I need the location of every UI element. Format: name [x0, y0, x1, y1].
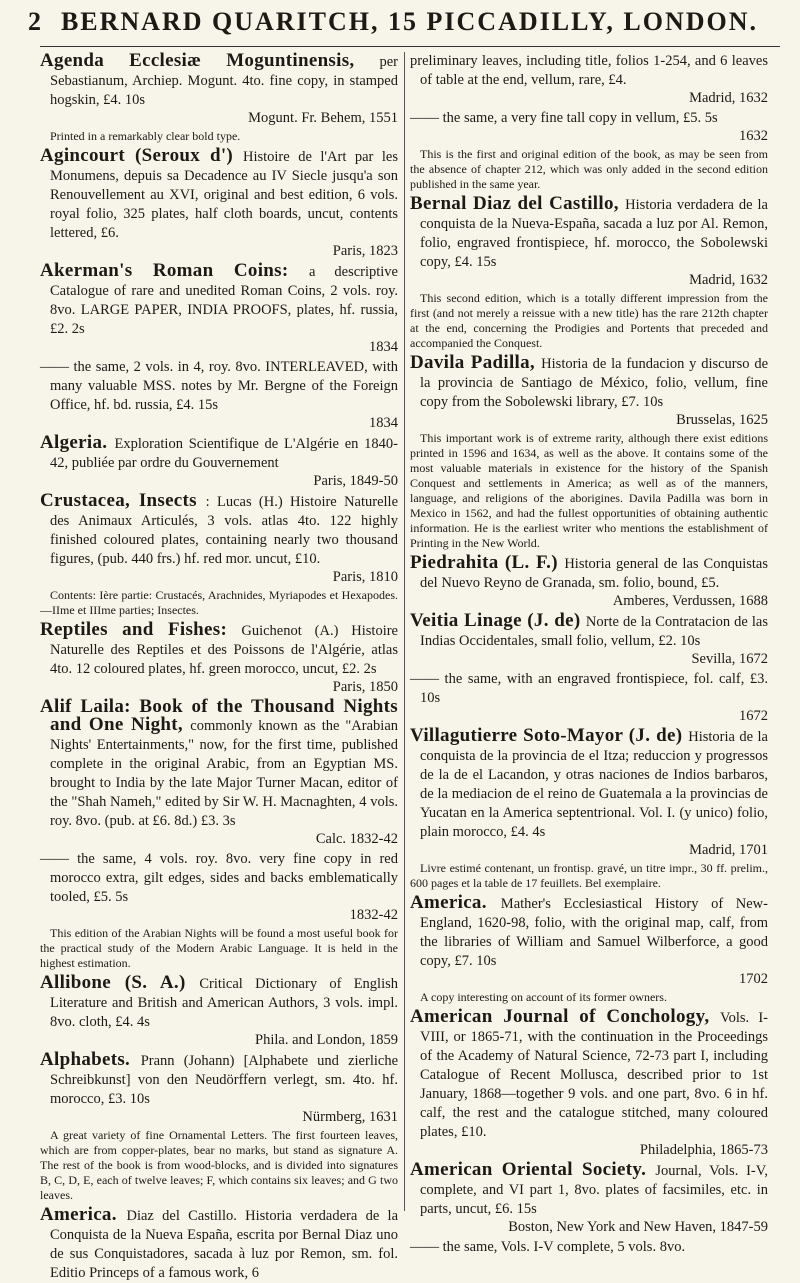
entry-text: per Sebastianum, Archiep. Mogunt. 4to. fine copy, in stamped hogskin, £4. 10s	[50, 54, 398, 108]
catalogue-entry	[410, 670, 768, 725]
catalogue-entry	[40, 492, 398, 586]
entry-text: preliminary leaves, including title, folios 1-254, and 6 leaves of table at the end, vellum, rare, £4.	[410, 53, 768, 88]
catalogue-entry	[410, 1008, 768, 1159]
catalogue-note	[410, 431, 768, 551]
catalogue-note	[410, 861, 768, 891]
catalogue-note	[40, 129, 398, 144]
entry-imprint: Paris, 1810	[332, 569, 398, 585]
entry-heading: Davila Padilla,	[410, 352, 542, 373]
left-column	[40, 50, 399, 1281]
entry-heading: Veitia Linage (J. de)	[410, 610, 586, 631]
page-number: 2	[28, 7, 43, 36]
entry-text: —— the same, with an engraved frontispiece, fol. calf, £3. 10s	[410, 671, 768, 706]
header-rule	[40, 46, 780, 47]
entry-text: —— the same, 2 vols. in 4, roy. 8vo. INTERLEAVED, with many valuable MSS. notes by Mr. Bergne of the Foreign Office, hf. bd. russia, £4. 15s	[40, 359, 398, 413]
catalogue-entry	[410, 612, 768, 668]
entry-text: Critical Dictionary of English Literature and British and American Authors, 3 vols. impl. 8vo. cloth, £4. 4s	[50, 976, 398, 1030]
entry-imprint: Amberes, Verdussen, 1688	[612, 593, 768, 609]
catalogue-note	[40, 926, 398, 971]
entry-imprint: Brusselas, 1625	[676, 412, 768, 428]
entry-heading: Alphabets.	[40, 1049, 141, 1070]
right-column	[410, 52, 769, 1255]
entry-imprint: Paris, 1850	[332, 679, 398, 695]
entry-heading: Bernal Diaz del Castillo,	[410, 193, 626, 214]
catalogue-entry	[410, 354, 768, 429]
entry-imprint: 1834	[369, 415, 398, 431]
entry-heading: America.	[40, 1204, 127, 1225]
catalogue-entry	[410, 1161, 768, 1236]
catalogue-entry	[40, 434, 398, 490]
catalogue-entry	[40, 358, 398, 432]
entry-heading: Agincourt (Seroux d')	[40, 145, 243, 166]
entry-imprint: Madrid, 1632	[689, 90, 768, 106]
catalogue-entry	[40, 698, 398, 848]
entry-imprint: 1632	[739, 128, 768, 144]
catalogue-entry	[40, 1206, 398, 1283]
catalogue-entry	[40, 850, 398, 924]
catalogue-entry	[410, 554, 768, 610]
catalogue-entry	[410, 109, 768, 145]
entry-imprint: Boston, New York and New Haven, 1847-59	[508, 1219, 768, 1235]
catalogue-entry	[410, 894, 768, 988]
entry-imprint: 1672	[739, 708, 768, 724]
entry-imprint: Madrid, 1632	[689, 272, 768, 288]
entry-text: Historia de la fundacion y discurso de la provincia de Santiago de México, folio, vellum, fine copy from the Sobolewski library, £7. 10s	[420, 356, 769, 410]
entry-text: A great variety of fine Ornamental Letters. The first fourteen leaves, which are from copper-plates, bear no marks, but stand as signature A. The rest of the book is from wood-blocks, and is divided into signatures B, C, D, E, each of twelve leaves; F, which contains six leaves; and G two leaves.	[40, 1128, 398, 1202]
catalogue-entry	[40, 52, 398, 127]
entry-text: Norte de la Contratacion de las Indias Occidentales, small folio, vellum, £2. 10s	[420, 614, 768, 649]
entry-text: Vols. I-VIII, or 1865-71, with the continuation in the Proceedings of the Academy of Natural Science, 72-73 part I, including Catalogue of Recent Mollusca, described prior to 1st January, 1868—together 9 vols. and one part, 8vo. 6 in hf. calf, the rest and the catalogue stitched, many coloured plates, £10.	[420, 1010, 768, 1140]
entry-text: —— the same, 4 vols. roy. 8vo. very fine copy in red morocco extra, gilt edges, sides and backs emblematically tooled, £5. 5s	[40, 851, 398, 905]
entry-text: —— the same, Vols. I-V complete, 5 vols. 8vo.	[410, 1239, 686, 1255]
entry-text: Guichenot (A.) Histoire Naturelle des Reptiles et des Poissons de l'Algérie, atlas 4to. 12 coloured plates, hf. green morocco, uncut, £2. 2s	[50, 623, 398, 677]
catalogue-note	[40, 1128, 398, 1203]
entry-heading: Piedrahita (L. F.)	[410, 552, 565, 573]
catalogue-entry	[410, 1238, 768, 1257]
entry-imprint: Paris, 1849-50	[313, 473, 398, 489]
entry-text: Printed in a remarkably clear bold type.	[50, 129, 241, 143]
entry-text: Exploration Scientifique de L'Algérie en 1840-42, publiée par ordre du Gouvernement	[50, 436, 398, 471]
entry-imprint: Calc. 1832-42	[315, 831, 398, 847]
entry-text: This edition of the Arabian Nights will be found a most useful book for the practical study of the Modern Arabic Language. It is held in the highest estimation.	[40, 926, 398, 970]
entry-text: : Lucas (H.) Histoire Naturelle des Animaux Articulés, 3 vols. atlas 4to. 122 highly finished coloured plates, containing nearly two thousand figures, (pub. 440 frs.) hf. red mor. uncut, £10.	[50, 494, 399, 567]
entry-heading: Crustacea, Insects	[40, 490, 206, 511]
entry-text: Historia verdadera de la conquista de la Nueva-España, sacada a luz por Al. Remon, folio, engraved frontispiece, hf. morocco, the Sobolewski copy, £4. 15s	[420, 197, 768, 270]
catalogue-entry	[40, 621, 398, 696]
entry-heading: Agenda Ecclesiæ Moguntinensis,	[40, 50, 380, 71]
page-title: BERNARD QUARITCH, 15 PICCADILLY, LONDON.	[60, 7, 759, 36]
entry-heading: Allibone (S. A.)	[40, 972, 200, 993]
entry-text: Historia general de las Conquistas del Nuevo Reyno de Granada, sm. folio, bound, £5.	[420, 556, 768, 591]
catalogue-entry	[410, 195, 768, 289]
entry-heading: Reptiles and Fishes:	[40, 619, 242, 640]
entry-text: a descriptive Catalogue of rare and unedited Roman Coins, 2 vols. roy. 8vo. LARGE PAPER, INDIA PROOFS, plates, hf. russia, £2. 2s	[50, 264, 398, 337]
catalogue-entry	[40, 147, 398, 260]
entry-heading: American Journal of Conchology,	[410, 1006, 720, 1027]
entry-heading: Algeria.	[40, 432, 115, 453]
entry-heading: America.	[410, 892, 501, 913]
catalogue-entry	[40, 262, 398, 356]
entry-heading: American Oriental Society.	[410, 1159, 656, 1180]
page-header	[0, 0, 800, 44]
column-divider	[404, 52, 405, 1211]
entry-text: Diaz del Castillo. Historia verdadera de la Conquista de la Nueva España, escrita por Bernal Diaz uno de sus Conquistadores, sacada à luz por Remon, sm. fol. Editio Princeps of a famous work, 6	[50, 1208, 398, 1281]
catalogue-note	[410, 147, 768, 192]
catalogue-entry	[410, 52, 768, 107]
entry-text: commonly known as the "Arabian Nights' Entertainments," now, for the first time, published complete in the original Arabic, from an Egyptian MS. brought to India by the late Major Turner Macan, editor of the "Shah Nameh," edited by Sir W. H. Macnaghten, 4 vols. roy. 8vo. (pub. at £6. 8d.) £3. 3s	[50, 718, 399, 829]
entry-heading: Villagutierre Soto-Mayor (J. de)	[410, 725, 689, 746]
entry-imprint: Mogunt. Fr. Behem, 1551	[248, 110, 398, 126]
catalogue-entry	[410, 727, 768, 859]
entry-imprint: Phila. and London, 1859	[255, 1032, 398, 1048]
entry-text: Livre estimé contenant, un frontisp. gravé, un titre impr., 30 ff. prelim., 600 pages et la table de 17 feuillets. Bel exemplaire.	[410, 861, 768, 890]
entry-text: Contents: Ière partie: Crustacés, Arachnides, Myriapodes et Hexapodes.—IIme et IIIme parties; Insectes.	[40, 588, 398, 617]
catalogue-note	[410, 291, 768, 351]
entry-text: Historia de la conquista de la provincia de el Itza; reduccion y progressos de la de el Lacandon, y otras naciones de Indios barbaros, de la mediacion de el reino de Guatemala a la provincias de Yucatan en la America septentrional. Vol. I. (y unico) folio, plain morocco, £4. 4s	[420, 729, 768, 840]
entry-text: Prann (Johann) [Alphabete und zierliche Schreibkunst] von den Neudörffern verlegt, sm. 4to. hf. morocco, £3. 10s	[50, 1053, 399, 1107]
entry-text: Journal, Vols. I-V, complete, and VI part 1, 8vo. plates of facsimiles, etc. in parts, uncut, £6. 15s	[420, 1163, 768, 1217]
catalogue-note	[40, 588, 398, 618]
entry-heading: Akerman's Roman Coins:	[40, 260, 309, 281]
entry-text: Histoire de l'Art par les Monumens, depuis sa Decadence au IV Siecle jusqu'a son Renouvellement au XVI, original and best edition, 6 vols. royal folio, 325 plates, half cloth boards, uncut, contents lettered, £6.	[50, 149, 398, 241]
entry-text: —— the same, a very fine tall copy in vellum, £5. 5s	[410, 110, 718, 126]
entry-text: A copy interesting on account of its former owners.	[420, 990, 667, 1004]
entry-imprint: 1702	[739, 971, 768, 987]
entry-text: This important work is of extreme rarity, although there exist editions printed in 1596 and 1634, as well as the above. It contains some of the most valuable materials in existence for the history of the Spanish Conquest and settlements in America; as well as of the manners, language, and religions of the aborigines. Davila Padilla was born in Mexico in 1562, and had the fullest opportunities of obtaining authentic information. He is the earliest writer who mentions the establishment of Printing in the New World.	[410, 431, 768, 550]
entry-imprint: Sevilla, 1672	[691, 651, 768, 667]
entry-text: This second edition, which is a totally different impression from the first (and not merely a reissue with a new title) has the rare 212th chapter at the end, concerning the Prodigies and Portents that preceded and accompanied the Conquest.	[410, 291, 768, 350]
entry-imprint: 1834	[369, 339, 398, 355]
entry-text: Mather's Ecclesiastical History of New-England, 1620-98, folio, with the original map, calf, from the libraries of William and Samuel Wilberforce, a good copy, £7. 10s	[420, 896, 768, 969]
catalogue-entry	[40, 1051, 398, 1126]
catalogue-note	[410, 990, 768, 1005]
entry-heading: Alif Laila: Book of the Thousand Nights and One Night,	[40, 696, 398, 735]
entry-imprint: Madrid, 1701	[689, 842, 768, 858]
entry-imprint: Nürmberg, 1631	[302, 1109, 398, 1125]
entry-imprint: Paris, 1823	[332, 243, 398, 259]
entry-imprint: Philadelphia, 1865-73	[639, 1142, 768, 1158]
catalogue-entry	[40, 974, 398, 1049]
entry-text: This is the first and original edition of the book, as may be seen from the absence of chapter 212, which was only added in the second edition published in the same year.	[410, 147, 768, 191]
entry-imprint: 1832-42	[349, 907, 398, 923]
